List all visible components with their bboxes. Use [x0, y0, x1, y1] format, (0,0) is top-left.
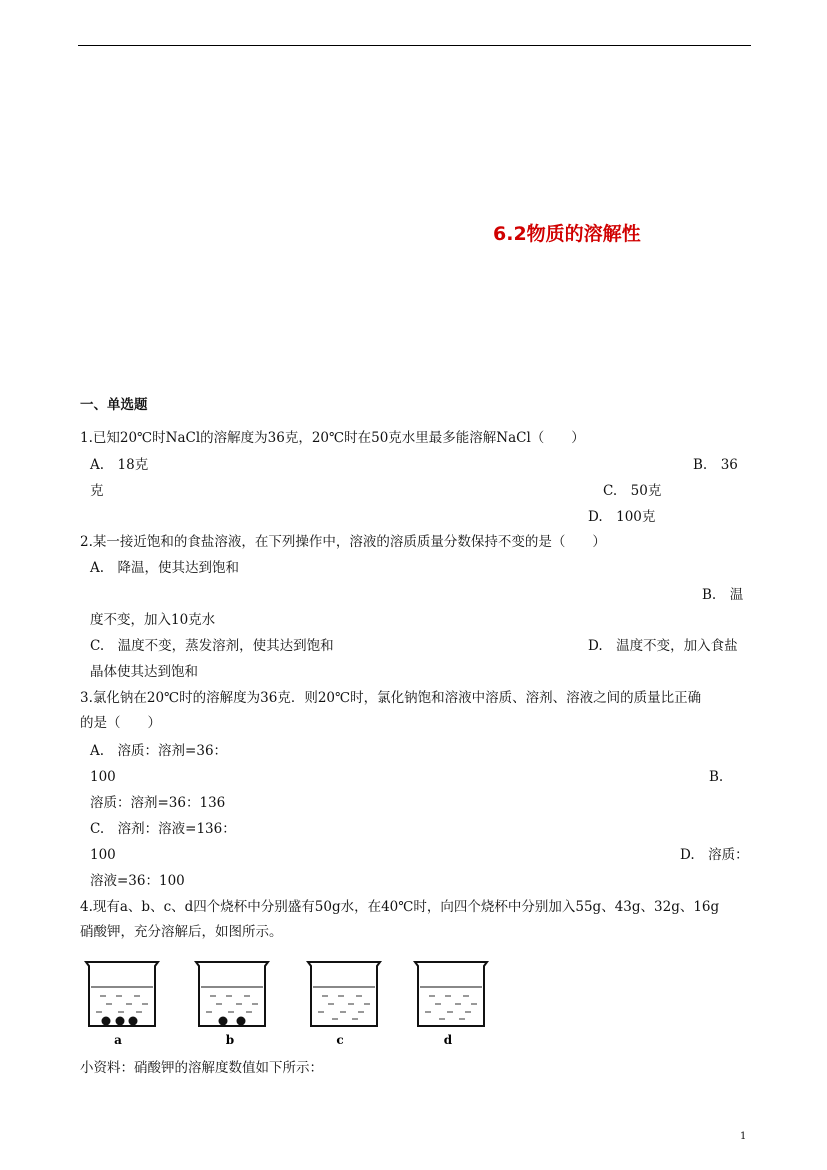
q1-option-a: A. 18克 [90, 457, 149, 473]
q3-stem-line1: 3.氯化钠在20℃时的溶解度为36克．则20℃时，氯化钠饱和溶液中溶质、溶剂、溶液之间的质量比正确 [80, 690, 702, 706]
beaker-d-outline [415, 962, 487, 1026]
header-rule [78, 45, 751, 46]
q3-option-b-cont: 溶质：溶剂=36：136 [90, 795, 226, 811]
q4-note: 小资料：硝酸钾的溶解度数值如下所示： [80, 1060, 323, 1076]
beaker-figure [82, 952, 502, 1052]
q4-stem-line2: 硝酸钾，充分溶解后，如图所示。 [80, 924, 283, 940]
section-heading: 一、单选题 [80, 397, 148, 413]
q3-option-d: D. 溶质： [680, 847, 749, 863]
q3-option-c: C. 溶剂：溶液=136： [90, 821, 236, 837]
beaker-c-label: c [336, 1033, 344, 1047]
beaker-a-solid-2 [116, 1017, 125, 1026]
q3-option-a-cont: 100 [90, 769, 116, 785]
beaker-c [308, 962, 380, 1047]
beaker-b-solid-2 [237, 1017, 246, 1026]
q2-option-d: D. 温度不变，加入食盐 [588, 638, 738, 654]
q2-option-d-cont: 晶体使其达到饱和 [90, 664, 198, 680]
q3-option-c-cont: 100 [90, 847, 116, 863]
q1-stem: 1.已知20℃时NaCl的溶解度为36克，20℃时在50克水里最多能溶解NaCl（ ） [80, 430, 585, 446]
q2-option-c: C. 温度不变，蒸发溶剂，使其达到饱和 [90, 638, 334, 654]
beaker-a-solid-3 [129, 1017, 138, 1026]
q1-option-b-cont: 克 [90, 483, 104, 499]
beaker-d-liquid-marks [425, 996, 477, 1019]
beaker-c-outline [308, 962, 380, 1026]
beaker-b-label: b [225, 1033, 235, 1047]
page-title: 6.2物质的溶解性 [493, 223, 641, 245]
q2-option-b-cont: 度不变，加入10克水 [90, 612, 216, 628]
q2-option-b: B. 温 [702, 587, 744, 603]
q1-option-b: B. 36 [693, 457, 738, 473]
q3-stem-line2: 的是（ ） [80, 715, 161, 731]
q1-option-c: C. 50克 [603, 483, 662, 499]
beaker-b-solid-1 [219, 1017, 228, 1026]
q2-option-a: A. 降温，使其达到饱和 [90, 560, 240, 576]
q3-option-b: B. [709, 769, 724, 785]
beaker-a [86, 962, 158, 1047]
beaker-a-outline [86, 962, 158, 1026]
q3-option-d-cont: 溶液=36：100 [90, 873, 185, 889]
beaker-a-label: a [114, 1033, 122, 1047]
beaker-c-liquid-marks [318, 996, 370, 1019]
beaker-a-liquid-marks [96, 996, 148, 1012]
q1-option-d: D. 100克 [588, 509, 656, 525]
page-number: 1 [740, 1131, 747, 1142]
beaker-d [415, 962, 487, 1047]
beaker-b-outline [196, 962, 268, 1026]
q4-stem-line1: 4.现有a、b、c、d四个烧杯中分别盛有50g水，在40℃时，向四个烧杯中分别加入55g、43g、32g、16g [80, 899, 720, 915]
beaker-b-liquid-marks [206, 996, 258, 1012]
beaker-a-solid-1 [102, 1017, 111, 1026]
beaker-b [196, 962, 268, 1047]
q3-option-a: A. 溶质：溶剂=36： [90, 743, 228, 759]
beaker-d-label: d [443, 1033, 453, 1047]
q2-stem: 2.某一接近饱和的食盐溶液，在下列操作中，溶液的溶质质量分数保持不变的是（ ） [80, 534, 606, 550]
